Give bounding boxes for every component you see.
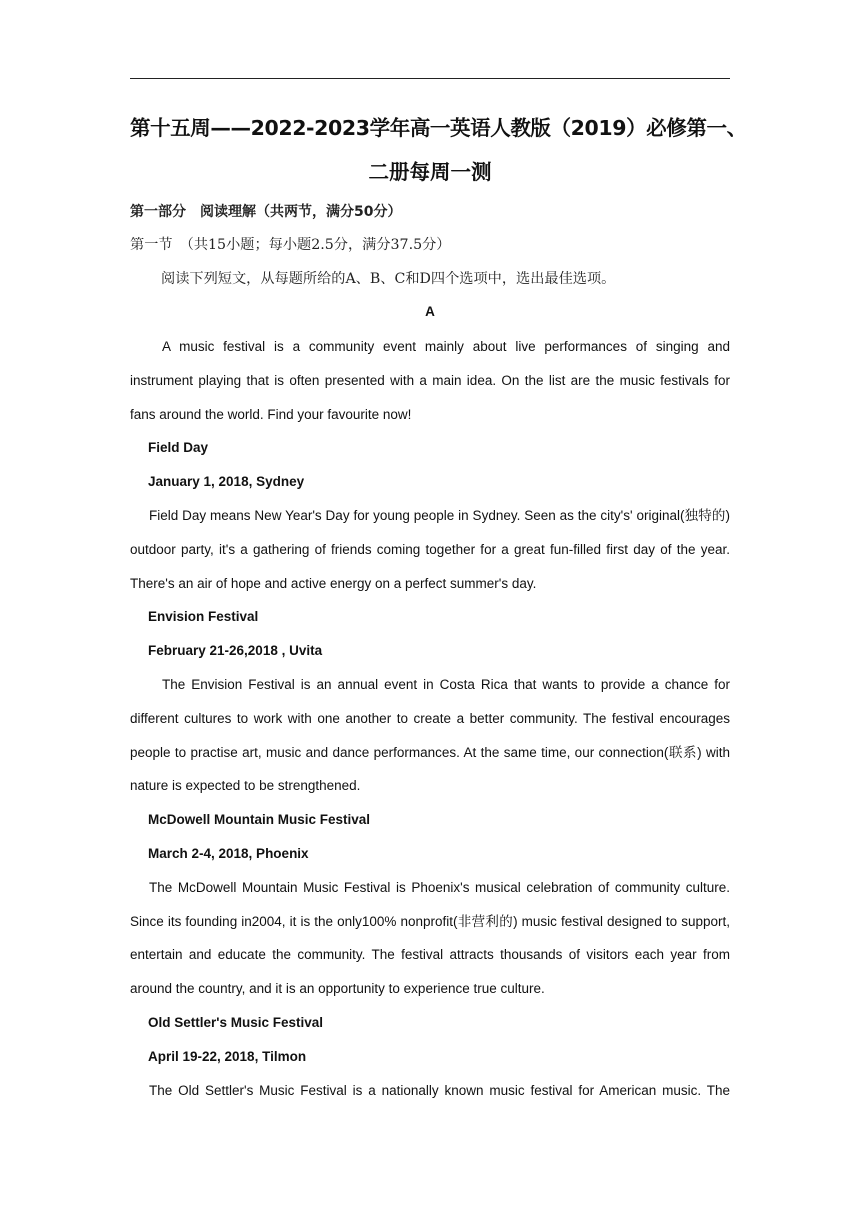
festival-date: March 2-4, 2018, Phoenix bbox=[148, 845, 309, 861]
festival-description: Field Day means New Year's Day for young people in Sydney. Seen as the city's' original(独特的) outdoor party, it's a gathering of friends coming together for a great fun-filled first day of the year. There's an air of hope and active energy on a perfect summer's day. bbox=[130, 507, 730, 591]
festival-description: The McDowell Mountain Music Festival is Phoenix's musical celebration of community culture. Since its founding in2004, it is the only100% nonprofit(非营利的) music festival designed to support, entertain and educate the community. The festival attracts thousands of visitors each year from around the country, and it is an opportunity to experience true culture. bbox=[130, 879, 730, 997]
festival-description: The Envision Festival is an annual event in Costa Rica that wants to provide a chance for different cultures to work with one another to create a better community. The festival encourages people to practise art, music and dance performances. At the same time, our connection(联系) with nature is expected to be strengthened. bbox=[130, 676, 730, 794]
passage-body bbox=[130, 330, 730, 1107]
page-title-line-2: 二册每周一测 bbox=[368, 160, 492, 184]
passage-letter: A bbox=[425, 304, 435, 319]
festival-date: February 21-26,2018 , Uvita bbox=[148, 643, 323, 659]
festival-date: January 1, 2018, Sydney bbox=[148, 474, 305, 490]
page-title-line-1: 第十五周——2022-2023学年高一英语人教版（2019）必修第一、 bbox=[130, 116, 747, 140]
festival-name: McDowell Mountain Music Festival bbox=[148, 812, 371, 828]
festival-date: April 19-22, 2018, Tilmon bbox=[148, 1048, 307, 1064]
header-rule bbox=[130, 78, 730, 79]
festival-description: The Old Settler's Music Festival is a nationally known music festival for American music. The bbox=[149, 1082, 730, 1098]
festival-name: Old Settler's Music Festival bbox=[148, 1014, 324, 1030]
part-heading: 第一部分 阅读理解（共两节，满分50分） bbox=[130, 204, 402, 220]
festival-name: Field Day bbox=[148, 440, 209, 456]
festival-name: Envision Festival bbox=[148, 609, 259, 625]
passage-intro: A music festival is a community event mainly about live performances of singing and instrument playing that is often presented with a main idea. On the list are the music festivals for fans around the world. Find your favourite now! bbox=[130, 339, 730, 422]
instruction-text: 阅读下列短文，从每题所给的A、B、C和D四个选项中，选出最佳选项。 bbox=[161, 271, 616, 287]
subsection-heading: 第一节 （共15小题；每小题2.5分，满分37.5分） bbox=[130, 237, 451, 253]
